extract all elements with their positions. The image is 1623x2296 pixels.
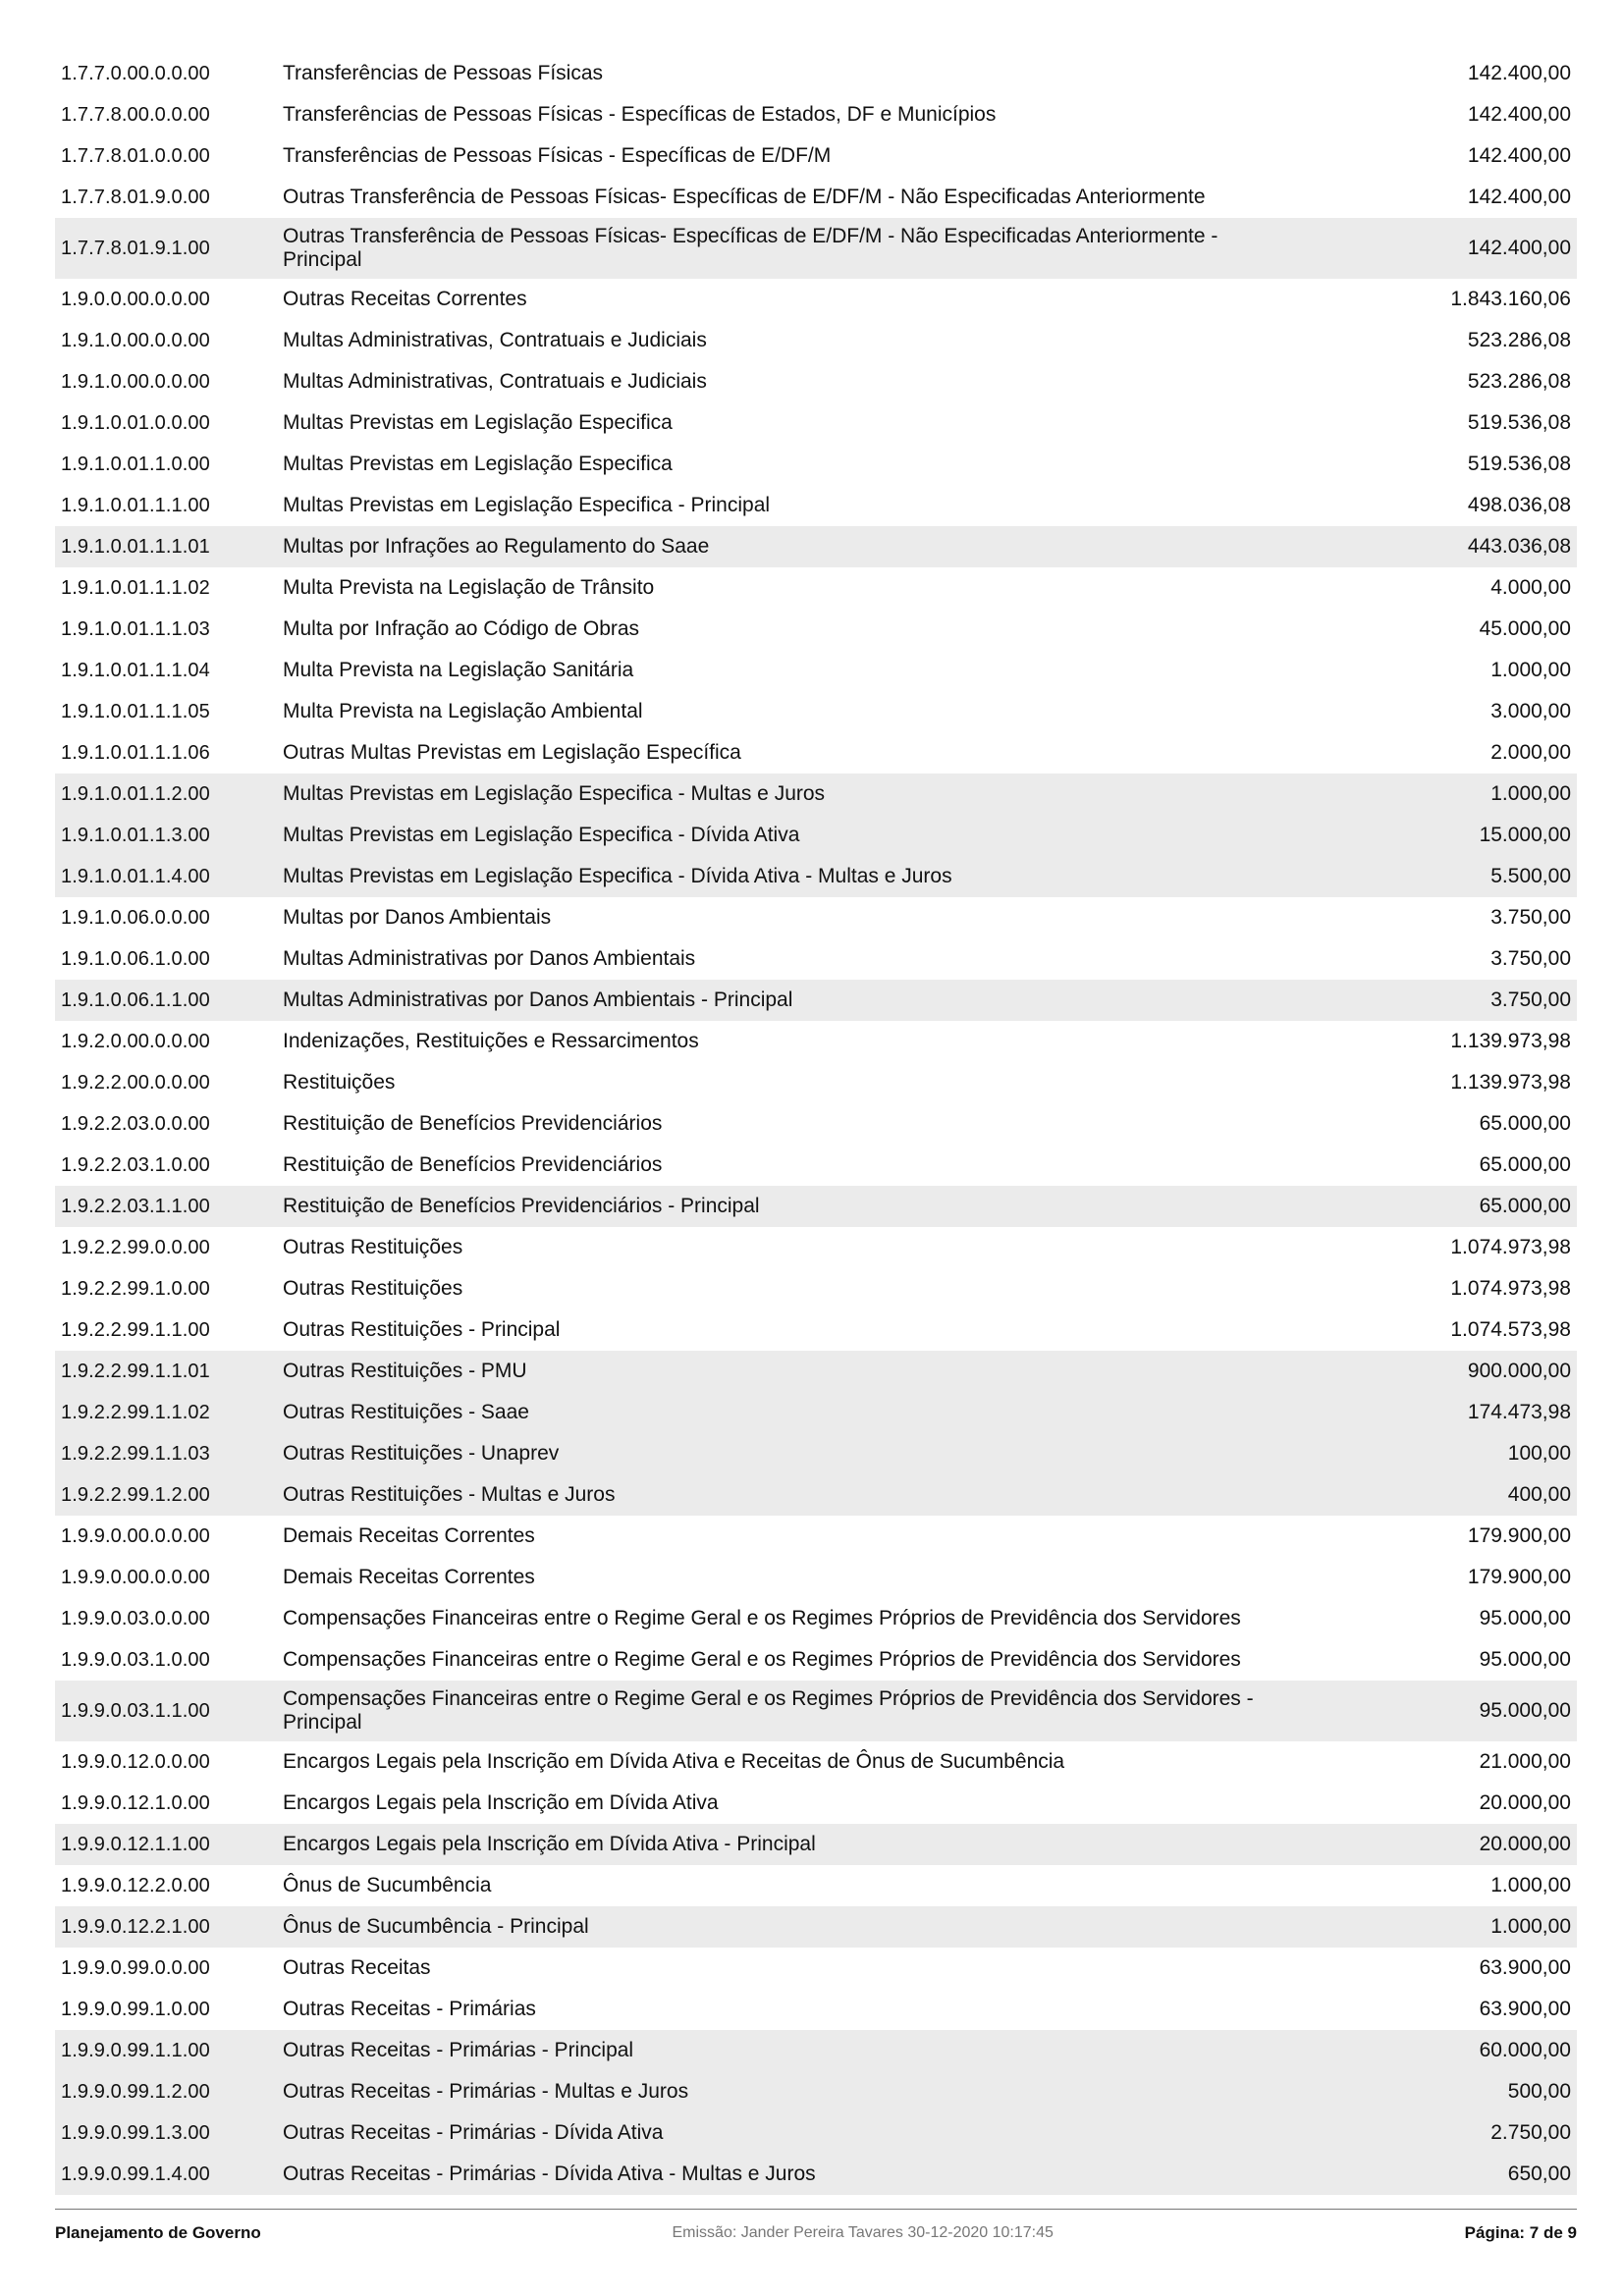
row-description: Transferências de Pessoas Físicas - Específicas de E/DF/M	[283, 144, 832, 167]
row-value: 1.000,00	[1490, 782, 1571, 805]
table-row	[55, 1103, 1577, 1145]
table-row	[55, 1516, 1577, 1557]
table-row	[55, 938, 1577, 980]
table-row	[55, 218, 1577, 279]
table-row	[55, 1948, 1577, 1989]
row-value: 3.750,00	[1490, 947, 1571, 970]
table-row	[55, 1186, 1577, 1227]
row-description: Transferências de Pessoas Físicas	[283, 62, 604, 84]
row-value: 4.000,00	[1490, 576, 1571, 599]
row-description: Multas Previstas em Legislação Especifica	[283, 411, 673, 434]
row-value: 20.000,00	[1479, 1833, 1571, 1855]
row-value: 21.000,00	[1479, 1750, 1571, 1773]
table-row	[55, 650, 1577, 691]
row-description: Encargos Legais pela Inscrição em Dívida Ativa	[283, 1791, 719, 1814]
row-code: 1.9.2.2.99.1.1.00	[61, 1318, 210, 1341]
row-code: 1.9.2.2.99.1.1.02	[61, 1401, 210, 1423]
row-code: 1.9.2.2.99.1.2.00	[61, 1483, 210, 1506]
row-code: 1.9.1.0.01.1.1.05	[61, 700, 210, 722]
row-value: 1.843.160,06	[1450, 288, 1571, 310]
row-code: 1.9.9.0.12.0.0.00	[61, 1750, 210, 1773]
row-value: 1.000,00	[1490, 1915, 1571, 1938]
row-description: Ônus de Sucumbência	[283, 1874, 492, 1896]
row-value: 142.400,00	[1467, 237, 1571, 259]
row-description: Multas Administrativas por Danos Ambientais - Principal	[283, 988, 793, 1011]
row-description: Outras Restituições	[283, 1236, 463, 1258]
row-code: 1.9.1.0.01.1.3.00	[61, 824, 210, 846]
row-code: 1.9.1.0.01.1.0.00	[61, 453, 210, 475]
revenue-table	[55, 53, 1577, 2195]
row-description: Multas Previstas em Legislação Especifica - Principal	[283, 494, 771, 516]
table-row	[55, 444, 1577, 485]
row-value: 1.000,00	[1490, 659, 1571, 681]
row-description: Multa Prevista na Legislação Sanitária	[283, 659, 634, 681]
table-row	[55, 1989, 1577, 2030]
table-row	[55, 177, 1577, 218]
table-row	[55, 1392, 1577, 1433]
row-code: 1.9.9.0.03.1.1.00	[61, 1699, 210, 1722]
row-value: 63.900,00	[1479, 1998, 1571, 2020]
row-description: Multa Prevista na Legislação de Trânsito	[283, 576, 655, 599]
row-code: 1.9.2.2.03.1.1.00	[61, 1195, 210, 1217]
row-code: 1.9.1.0.01.1.1.06	[61, 741, 210, 764]
row-value: 1.074.973,98	[1450, 1277, 1571, 1300]
table-row	[55, 2112, 1577, 2154]
table-row	[55, 1021, 1577, 1062]
row-value: 45.000,00	[1479, 617, 1571, 640]
row-code: 1.9.2.2.99.1.1.03	[61, 1442, 210, 1465]
table-row	[55, 1557, 1577, 1598]
row-description: Outras Receitas - Primárias - Dívida Ativa - Multas e Juros	[283, 2163, 816, 2185]
table-row	[55, 1433, 1577, 1474]
row-code: 1.9.9.0.99.0.0.00	[61, 1956, 210, 1979]
row-description: Multas por Infrações ao Regulamento do Saae	[283, 535, 710, 558]
row-value: 142.400,00	[1467, 62, 1571, 84]
row-value: 1.074.973,98	[1450, 1236, 1571, 1258]
row-description: Outras Multas Previstas em Legislação Específica	[283, 741, 741, 764]
row-code: 1.9.2.2.99.1.0.00	[61, 1277, 210, 1300]
table-row	[55, 135, 1577, 177]
row-description: Transferências de Pessoas Físicas - Específicas de Estados, DF e Municípios	[283, 103, 997, 126]
row-code: 1.9.2.2.03.0.0.00	[61, 1112, 210, 1135]
row-value: 179.900,00	[1467, 1566, 1571, 1588]
row-code: 1.9.1.0.01.1.1.03	[61, 617, 210, 640]
row-code: 1.9.1.0.00.0.0.00	[61, 329, 210, 351]
table-row	[55, 94, 1577, 135]
table-row	[55, 2071, 1577, 2112]
row-code: 1.9.9.0.12.1.1.00	[61, 1833, 210, 1855]
table-row	[55, 1783, 1577, 1824]
row-value: 3.750,00	[1490, 988, 1571, 1011]
row-code: 1.7.7.8.01.9.0.00	[61, 186, 210, 208]
footer-page-number: Página: 7 de 9	[1464, 2223, 1577, 2242]
row-description: Indenizações, Restituições e Ressarcimentos	[283, 1030, 699, 1052]
row-value: 3.750,00	[1490, 906, 1571, 929]
row-code: 1.9.9.0.03.0.0.00	[61, 1607, 210, 1629]
row-code: 1.9.9.0.03.1.0.00	[61, 1648, 210, 1671]
row-value: 95.000,00	[1479, 1607, 1571, 1629]
row-code: 1.9.1.0.06.1.0.00	[61, 947, 210, 970]
table-row	[55, 1268, 1577, 1309]
table-row	[55, 609, 1577, 650]
table-row	[55, 1741, 1577, 1783]
row-description: Outras Receitas - Primárias - Multas e Juros	[283, 2080, 689, 2103]
row-description: Ônus de Sucumbência - Principal	[283, 1915, 589, 1938]
row-value: 65.000,00	[1479, 1195, 1571, 1217]
table-row	[55, 815, 1577, 856]
row-code: 1.9.1.0.01.1.1.01	[61, 535, 210, 558]
row-value: 443.036,08	[1467, 535, 1571, 558]
row-description: Compensações Financeiras entre o Regime Geral e os Regimes Próprios de Previdência dos Servidores	[283, 1607, 1241, 1629]
table-row	[55, 361, 1577, 402]
row-value: 3.000,00	[1490, 700, 1571, 722]
table-row	[55, 402, 1577, 444]
row-value: 179.900,00	[1467, 1524, 1571, 1547]
row-code: 1.7.7.8.00.0.0.00	[61, 103, 210, 126]
row-description: Outras Restituições - Multas e Juros	[283, 1483, 616, 1506]
row-code: 1.9.9.0.12.2.1.00	[61, 1915, 210, 1938]
table-row	[55, 1824, 1577, 1865]
row-description: Outras Restituições - PMU	[283, 1360, 527, 1382]
row-value: 174.473,98	[1467, 1401, 1571, 1423]
table-row	[55, 320, 1577, 361]
row-code: 1.9.1.0.06.1.1.00	[61, 988, 210, 1011]
row-code: 1.9.1.0.01.1.1.02	[61, 576, 210, 599]
row-code: 1.9.2.2.99.1.1.01	[61, 1360, 210, 1382]
row-value: 2.750,00	[1490, 2121, 1571, 2144]
row-value: 20.000,00	[1479, 1791, 1571, 1814]
table-row	[55, 53, 1577, 94]
row-description: Outras Receitas - Primárias	[283, 1998, 536, 2020]
row-value: 498.036,08	[1467, 494, 1571, 516]
row-code: 1.9.9.0.12.2.0.00	[61, 1874, 210, 1896]
row-description: Encargos Legais pela Inscrição em Dívida Ativa e Receitas de Ônus de Sucumbência	[283, 1750, 1065, 1773]
row-code: 1.7.7.0.00.0.0.00	[61, 62, 210, 84]
row-value: 650,00	[1507, 2163, 1571, 2185]
row-value: 63.900,00	[1479, 1956, 1571, 1979]
row-value: 1.000,00	[1490, 1874, 1571, 1896]
table-row	[55, 980, 1577, 1021]
row-code: 1.9.2.2.99.0.0.00	[61, 1236, 210, 1258]
row-code: 1.9.9.0.99.1.3.00	[61, 2121, 210, 2144]
table-row	[55, 526, 1577, 567]
row-code: 1.9.1.0.01.1.2.00	[61, 782, 210, 805]
page-footer	[55, 2209, 1577, 2243]
row-code: 1.9.9.0.99.1.0.00	[61, 1998, 210, 2020]
row-description: Demais Receitas Correntes	[283, 1566, 535, 1588]
row-value: 1.074.573,98	[1450, 1318, 1571, 1341]
row-description: Multa por Infração ao Código de Obras	[283, 617, 640, 640]
table-row	[55, 732, 1577, 774]
row-value: 65.000,00	[1479, 1112, 1571, 1135]
row-description: Multas Administrativas por Danos Ambientais	[283, 947, 696, 970]
row-description: Outras Restituições - Saae	[283, 1401, 529, 1423]
row-code: 1.9.2.2.00.0.0.00	[61, 1071, 210, 1094]
row-value: 60.000,00	[1479, 2039, 1571, 2061]
row-value: 95.000,00	[1479, 1699, 1571, 1722]
row-value: 523.286,08	[1467, 370, 1571, 393]
row-code: 1.9.1.0.01.0.0.00	[61, 411, 210, 434]
row-value: 142.400,00	[1467, 186, 1571, 208]
table-row	[55, 691, 1577, 732]
row-description: Multas Previstas em Legislação Especifica - Multas e Juros	[283, 782, 826, 805]
row-value: 500,00	[1507, 2080, 1571, 2103]
row-value: 1.139.973,98	[1450, 1071, 1571, 1094]
row-description: Compensações Financeiras entre o Regime Geral e os Regimes Próprios de Previdência dos Servidores - Principal	[283, 1687, 1254, 1734]
footer-department: Planejamento de Governo	[55, 2223, 261, 2242]
row-description: Restituição de Benefícios Previdenciários	[283, 1112, 663, 1135]
row-description: Demais Receitas Correntes	[283, 1524, 535, 1547]
row-code: 1.9.9.0.99.1.2.00	[61, 2080, 210, 2103]
row-description: Multas Administrativas, Contratuais e Judiciais	[283, 329, 707, 351]
row-code: 1.9.1.0.01.1.1.00	[61, 494, 210, 516]
table-row	[55, 485, 1577, 526]
table-row	[55, 856, 1577, 897]
row-code: 1.7.7.8.01.9.1.00	[61, 237, 210, 259]
table-row	[55, 1309, 1577, 1351]
row-code: 1.9.2.2.03.1.0.00	[61, 1153, 210, 1176]
row-description: Restituição de Benefícios Previdenciários - Principal	[283, 1195, 760, 1217]
row-value: 519.536,08	[1467, 453, 1571, 475]
row-code: 1.9.9.0.00.0.0.00	[61, 1524, 210, 1547]
row-description: Outras Transferência de Pessoas Físicas- Específicas de E/DF/M - Não Especificadas Anteriormente - Principal	[283, 225, 1218, 271]
row-code: 1.9.2.0.00.0.0.00	[61, 1030, 210, 1052]
row-description: Outras Receitas - Primárias - Dívida Ativa	[283, 2121, 664, 2144]
row-code: 1.9.9.0.99.1.4.00	[61, 2163, 210, 2185]
row-value: 5.500,00	[1490, 865, 1571, 887]
table-row	[55, 1639, 1577, 1681]
row-code: 1.9.1.0.01.1.4.00	[61, 865, 210, 887]
row-description: Multa Prevista na Legislação Ambiental	[283, 700, 643, 722]
row-value: 523.286,08	[1467, 329, 1571, 351]
row-code: 1.9.1.0.01.1.1.04	[61, 659, 210, 681]
row-description: Outras Restituições - Principal	[283, 1318, 561, 1341]
table-row	[55, 1474, 1577, 1516]
row-value: 900.000,00	[1467, 1360, 1571, 1382]
table-row	[55, 1145, 1577, 1186]
table-row	[55, 897, 1577, 938]
table-row	[55, 1865, 1577, 1906]
row-description: Restituições	[283, 1071, 396, 1094]
row-value: 65.000,00	[1479, 1153, 1571, 1176]
row-value: 400,00	[1507, 1483, 1571, 1506]
table-row	[55, 279, 1577, 320]
row-value: 95.000,00	[1479, 1648, 1571, 1671]
table-row	[55, 1062, 1577, 1103]
table-row	[55, 1906, 1577, 1948]
table-row	[55, 2030, 1577, 2071]
table-row	[55, 1227, 1577, 1268]
row-value: 2.000,00	[1490, 741, 1571, 764]
row-value: 519.536,08	[1467, 411, 1571, 434]
row-description: Outras Receitas	[283, 1956, 431, 1979]
row-description: Outras Receitas - Primárias - Principal	[283, 2039, 634, 2061]
row-description: Outras Receitas Correntes	[283, 288, 527, 310]
table-row	[55, 2154, 1577, 2195]
row-code: 1.9.9.0.12.1.0.00	[61, 1791, 210, 1814]
row-value: 1.139.973,98	[1450, 1030, 1571, 1052]
table-row	[55, 567, 1577, 609]
row-description: Outras Restituições	[283, 1277, 463, 1300]
row-description: Outras Restituições - Unaprev	[283, 1442, 560, 1465]
row-description: Multas por Danos Ambientais	[283, 906, 552, 929]
row-code: 1.9.9.0.00.0.0.00	[61, 1566, 210, 1588]
row-description: Multas Administrativas, Contratuais e Judiciais	[283, 370, 707, 393]
row-value: 15.000,00	[1479, 824, 1571, 846]
row-value: 142.400,00	[1467, 103, 1571, 126]
row-description: Multas Previstas em Legislação Especifica - Dívida Ativa	[283, 824, 800, 846]
row-description: Restituição de Benefícios Previdenciários	[283, 1153, 663, 1176]
row-description: Multas Previstas em Legislação Especifica	[283, 453, 673, 475]
row-code: 1.9.1.0.00.0.0.00	[61, 370, 210, 393]
row-value: 142.400,00	[1467, 144, 1571, 167]
row-code: 1.9.1.0.06.0.0.00	[61, 906, 210, 929]
row-description: Encargos Legais pela Inscrição em Dívida Ativa - Principal	[283, 1833, 816, 1855]
row-description: Compensações Financeiras entre o Regime Geral e os Regimes Próprios de Previdência dos Servidores	[283, 1648, 1241, 1671]
footer-emission: Emissão: Jander Pereira Tavares 30-12-2020 10:17:45	[672, 2224, 1054, 2241]
table-row	[55, 774, 1577, 815]
table-row	[55, 1351, 1577, 1392]
row-code: 1.9.0.0.00.0.0.00	[61, 288, 210, 310]
row-description: Multas Previstas em Legislação Especifica - Dívida Ativa - Multas e Juros	[283, 865, 952, 887]
table-row	[55, 1681, 1577, 1741]
row-code: 1.9.9.0.99.1.1.00	[61, 2039, 210, 2061]
row-value: 100,00	[1507, 1442, 1571, 1465]
row-code: 1.7.7.8.01.0.0.00	[61, 144, 210, 167]
table-row	[55, 1598, 1577, 1639]
row-description: Outras Transferência de Pessoas Físicas- Específicas de E/DF/M - Não Especificadas Anteriormente	[283, 186, 1206, 208]
